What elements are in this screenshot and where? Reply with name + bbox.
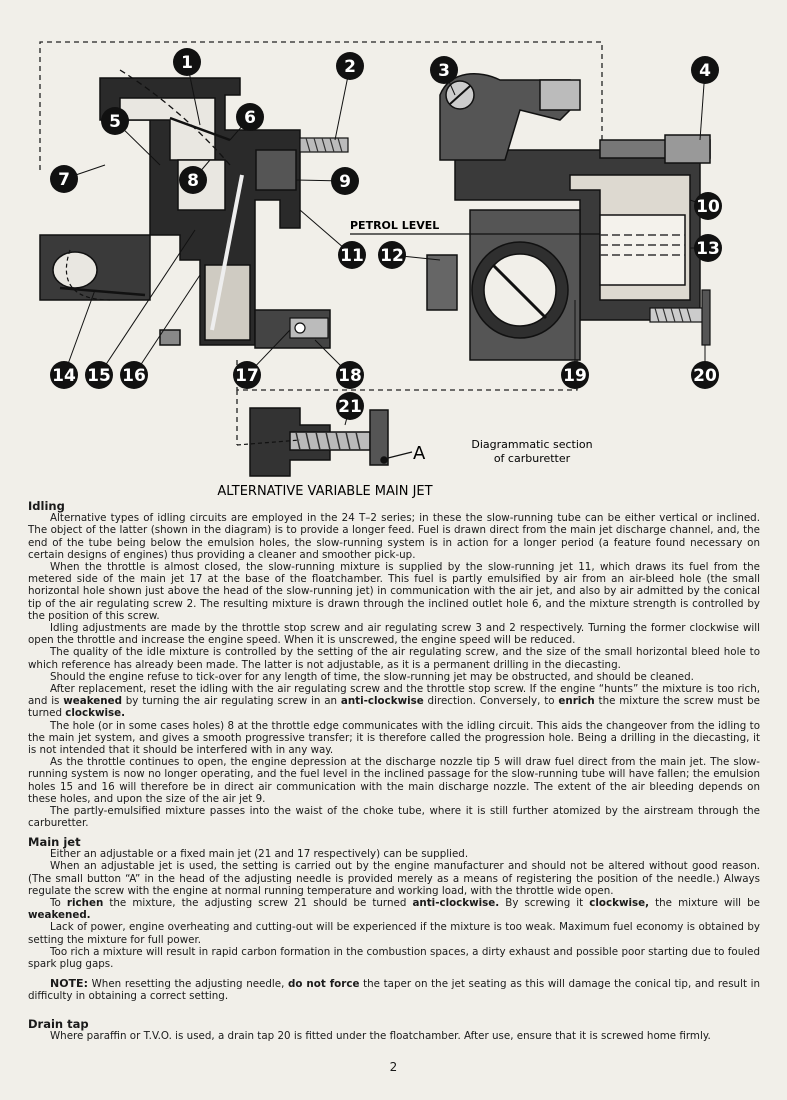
callout-1: [173, 48, 201, 76]
alternative-main-jet-drawing: [237, 408, 412, 476]
main-jet-paragraph-3: To richen the mixture, the adjusting screw 21 should be turned anti-clockwise. By screwing it clockwise, the mixture will be weakened.: [28, 897, 760, 922]
callout-12: [378, 241, 406, 269]
page-number: 2: [389, 1060, 398, 1074]
main-jet-assembly: [290, 318, 328, 338]
drain-tap-paragraph: Where paraffin or T.V.O. is used, a drain tap 20 is fitted under the floatchamber. After use, ensure that it is screwed home firmly.: [50, 1030, 711, 1043]
idling-heading: Idling: [28, 499, 65, 513]
callout-label: 3: [438, 61, 450, 81]
callout-19: [561, 361, 589, 389]
air-regulating-screw: [300, 138, 348, 152]
diagram-caption-line2: of carburetter: [493, 452, 571, 465]
callout-label: 18: [338, 366, 362, 386]
idling-paragraph-9: The partly-emulsified mixture passes into the waist of the choke tube, where it is still further atomized by the airstream through the carburetter.: [28, 805, 760, 830]
callout-label: 4: [699, 61, 711, 81]
button-a-label: A: [413, 443, 426, 464]
callout-label: 10: [696, 197, 720, 217]
callout-label: 17: [235, 366, 259, 386]
choke-tube: [427, 210, 580, 360]
callout-13: [694, 234, 722, 262]
idling-paragraph-8: As the throttle continues to open, the engine depression at the discharge nozzle tip 5 will draw fuel direct from the main jet. The slow-running system is now no longer operating, and the fuel level in the inclined passage for the slow-running tube will have fallen; the emulsion holes 15 and 16 will therefore be in direct air communication with the main discharge nozzle. The extent of the air bleeding depends on these holes, and upon the size of the air jet 9.: [28, 756, 760, 805]
callout-label: 12: [380, 246, 404, 266]
callout-label: 13: [696, 239, 720, 259]
main-jet-paragraph-5: Too rich a mixture will result in rapid carbon formation in the combustion spaces, a dirty exhaust and possible poor starting due to fouled spark plug gaps.: [28, 945, 760, 971]
main-jet-section: [28, 836, 760, 1003]
callout-6: [236, 103, 264, 131]
idling-paragraph-6: After replacement, reset the idling with the air regulating screw and the throttle stop screw. If the engine “hunts” the mixture is too rich, and is weakened by turning the air regulating screw in an anti-clockwise direction. Conversely, to enrich the mixture the screw must be turned clockwise.: [28, 683, 760, 720]
carburetter-diagram: [0, 0, 787, 500]
callout-label: 8: [187, 171, 199, 191]
main-jet-note: NOTE: When resetting the adjusting needle, do not force the taper on the jet seating as this will damage the conical tip, and result in difficulty in obtaining a correct setting.: [28, 977, 761, 1003]
drain-tap-heading: Drain tap: [28, 1017, 89, 1031]
callout-label: 7: [58, 170, 70, 190]
callout-4: [691, 56, 719, 84]
callout-label: 2: [344, 57, 356, 77]
callout-label: 11: [340, 246, 364, 266]
callout-label: 9: [339, 172, 351, 192]
petrol-level-label: PETROL LEVEL: [350, 219, 440, 232]
callout-8: [179, 166, 207, 194]
callout-label: 5: [109, 112, 121, 132]
main-jet-paragraph-1: Either an adjustable or a fixed main jet (21 and 17 respectively) can be supplied.: [50, 848, 469, 861]
callout-14: [50, 361, 78, 389]
callout-11: [338, 241, 366, 269]
callout-3: [430, 56, 458, 84]
callout-label: 1: [181, 53, 193, 73]
main-jet-heading: Main jet: [28, 835, 81, 849]
idling-paragraph-3: Idling adjustments are made by the throttle stop screw and air regulating screw 3 and 2 respectively. Turning the former clockwise will open the throttle and increase the engine speed. When it is unscrewed, the engine speed will be reduced.: [28, 622, 760, 647]
callout-label: 21: [338, 397, 362, 417]
callout-5: [101, 107, 129, 135]
main-jet-paragraph-2: When an adjustable jet is used, the setting is carried out by the engine manufacturer and should not be altered without good reason. (The small button “A” in the head of the adjusting needle is provided merely as a means of registering the position of the needle.) Always regulate the screw with the engine at normal running temperature and working load, with the throttle wide open.: [28, 860, 760, 897]
callout-label: 20: [693, 366, 717, 386]
diagram-caption-line1: Diagrammatic section: [471, 438, 593, 451]
idling-paragraph-1: Alternative types of idling circuits are employed in the 24 T–2 series; in these the slow-running tube can be either vertical or inclined. The object of the latter (shown in the diagram) is to provide a longer feed. Fuel is drawn direct from the main jet discharge channel, and, the end of the tube being below the emulsion holes, the slow-running system is in action for a longer period (a feature found necessary on certain designs of engines) thus providing a cleaner and smoother pick-up.: [28, 512, 760, 561]
callout-7: [50, 165, 78, 193]
callout-label: 15: [87, 366, 111, 386]
main-jet-paragraph-4: Lack of power, engine overheating and cutting-out will be experienced if the mixture is too weak. Maximum fuel economy is obtained by setting the mixture for full power.: [28, 921, 760, 946]
callout-18: [336, 361, 364, 389]
callout-21: [336, 392, 364, 420]
callout-16: [120, 361, 148, 389]
idling-paragraph-5: Should the engine refuse to tick-over for any length of time, the slow-running jet may be obstructed, and should be cleaned.: [50, 670, 694, 683]
idling-paragraph-2: When the throttle is almost closed, the slow-running mixture is supplied by the slow-running jet 11, which draws its fuel from the metered side of the main jet 17 at the base of the floatchamber. This fuel is partly emulsified by air from an air-bleed hole (the small horizontal hole shown just above the head of the slow-running jet) in communication with the air jet, and also by air admitted by the conical tip of the air regulating screw 2. The resulting mixture is drawn through the inclined outlet hole 6, and the mixture strength is controlled by the position of this screw.: [28, 561, 760, 622]
callout-20: [691, 361, 719, 389]
callout-label: 19: [563, 366, 587, 386]
alternative-jet-title: ALTERNATIVE VARIABLE MAIN JET: [217, 484, 433, 499]
idling-paragraph-7: The hole (or in some cases holes) 8 at the throttle edge communicates with the idling circuit. This aids the changeover from the idling to the main jet system, and gives a smooth progressive transfer; it is therefore called the progression hole. Being a drilling in the diecasting, it is not intended that it should be interfered with in any way.: [28, 719, 760, 757]
callout-label: 14: [52, 366, 76, 386]
callout-17: [233, 361, 261, 389]
idling-section: [28, 500, 760, 829]
callout-10: [694, 192, 722, 220]
drain-tap-section: [28, 1018, 760, 1042]
idling-paragraph-4: The quality of the idle mixture is controlled by the setting of the air regulating screw, and the size of the small horizontal bleed hole to which reference has already been made. The latter is not adjustable, as it is a permanent drilling in the diecasting.: [28, 646, 760, 671]
callout-9: [331, 167, 359, 195]
callout-label: 6: [244, 108, 256, 128]
callout-2: [336, 52, 364, 80]
callout-label: 16: [122, 366, 146, 386]
callout-15: [85, 361, 113, 389]
